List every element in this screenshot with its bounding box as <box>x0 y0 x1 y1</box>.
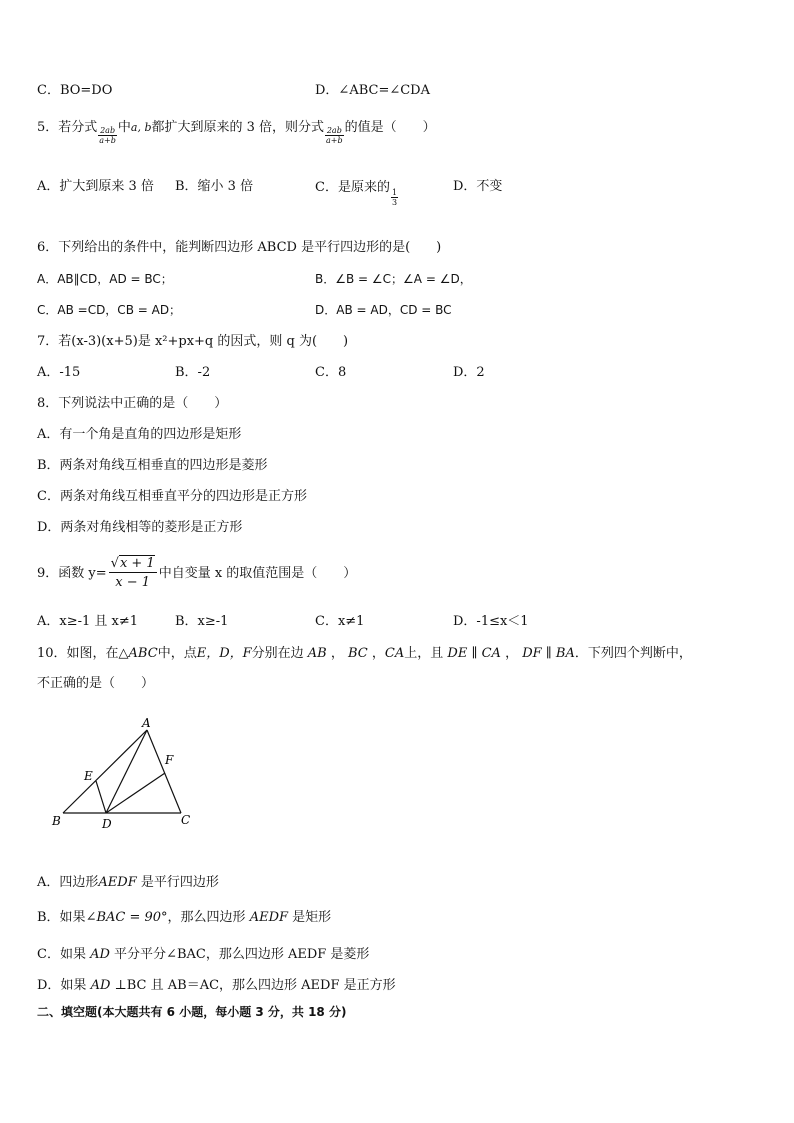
q10-option-d: D．如果 AD ⊥BC 且 AB＝AC，那么四边形 AEDF 是正方形 <box>37 978 396 993</box>
q8-option-a: A．有一个角是直角的四边形是矩形 <box>37 427 242 442</box>
q10-option-a: A．四边形AEDF 是平行四边形 <box>37 875 219 890</box>
segment-ad <box>106 730 147 813</box>
q6-option-a: A．AB∥CD，AD = BC； <box>37 272 173 286</box>
q5-option-c: C．是原来的 $\frac{1}{3}$ <box>315 180 398 207</box>
q10-option-c: C．如果 AD 平分平分∠BAC，那么四边形 AEDF 是菱形 <box>37 947 370 962</box>
q8-stem: 8．下列说法中正确的是（ ） <box>37 396 228 411</box>
q7-stem: 7．若(x-3)(x+5)是 x²+px+q 的因式，则 q 为( ) <box>37 334 349 349</box>
q8-option-b: B．两条对角线互相垂直的四边形是菱形 <box>37 458 268 473</box>
q9-option-b: B．x≥-1 <box>175 614 229 629</box>
q5-option-c-fraction: $\frac{1}{3}$ <box>391 188 398 207</box>
q8-option-d: D．两条对角线相等的菱形是正方形 <box>37 520 243 535</box>
segment-de <box>96 781 106 813</box>
q4-option-c: C．BO=DO <box>37 83 113 98</box>
label-d: D <box>102 817 112 831</box>
q7-option-d: D．2 <box>453 365 485 380</box>
label-f: F <box>165 753 174 767</box>
side-ac <box>147 730 181 813</box>
q5-option-b: B．缩小 3 倍 <box>175 179 254 194</box>
label-e: E <box>84 769 93 783</box>
q10-stem-line2: 不正确的是（ ） <box>37 676 155 691</box>
q8-option-c: C．两条对角线互相垂直平分的四边形是正方形 <box>37 489 307 504</box>
q6-option-d: D．AB = AD，CD = BC <box>315 303 452 317</box>
q4-option-d: D．∠ABC=∠CDA <box>315 83 430 98</box>
label-b: B <box>52 814 61 828</box>
section-2-heading: 二、填空题(本大题共有 6 小题，每小题 3 分，共 18 分) <box>37 1005 347 1019</box>
segment-df <box>106 773 165 813</box>
label-c: C <box>181 813 191 827</box>
q9-option-c: C．x≠1 <box>315 614 365 629</box>
q5-fraction-2: $\frac{2ab}{a+b}$ <box>326 126 343 145</box>
q9-option-d: D．-1≤x＜1 <box>453 614 529 629</box>
q6-option-b: B．∠B = ∠C；∠A = ∠D， <box>315 272 472 286</box>
triangle-figure <box>48 712 198 834</box>
q7-option-a: A．-15 <box>37 365 81 380</box>
q10-option-b: B．如果∠BAC = 90°，那么四边形 AEDF 是矩形 <box>37 910 332 925</box>
q5-option-d: D．不变 <box>453 179 503 194</box>
q7-option-b: B．-2 <box>175 365 211 380</box>
q9-function-fraction: $\frac{√x + 1}{x - 1}$ <box>110 556 155 590</box>
side-ab <box>63 730 147 813</box>
q9-option-a: A．x≥-1 且 x≠1 <box>37 614 139 629</box>
q10-stem: 10．如图，在△ABC中，点E，D，F分别在边 AB ， BC ，CA上，且 DE ∥ CA ， DF ∥ BA．下列四个判断中， <box>37 646 692 661</box>
q5-stem: 5．若分式 $\frac{2ab}{a+b}$ 中a, b都扩大到原来的 3 倍，则分式 $\frac{2ab}{a+b}$ 的值是（ ） <box>37 120 436 145</box>
label-a: A <box>142 716 151 730</box>
q6-option-c: C．AB =CD，CB = AD； <box>37 303 182 317</box>
q6-stem: 6．下列给出的条件中，能判断四边形 ABCD 是平行四边形的是( ) <box>37 240 442 255</box>
q7-option-c: C．8 <box>315 365 347 380</box>
q5-fraction: $\frac{2ab}{a+b}$ <box>99 126 116 145</box>
q5-option-a: A．扩大到原来 3 倍 <box>37 179 154 194</box>
q9-stem: 9．函数 y= $\frac{√x + 1}{x - 1}$ 中自变量 x 的取值范围是（ ） <box>37 556 357 590</box>
